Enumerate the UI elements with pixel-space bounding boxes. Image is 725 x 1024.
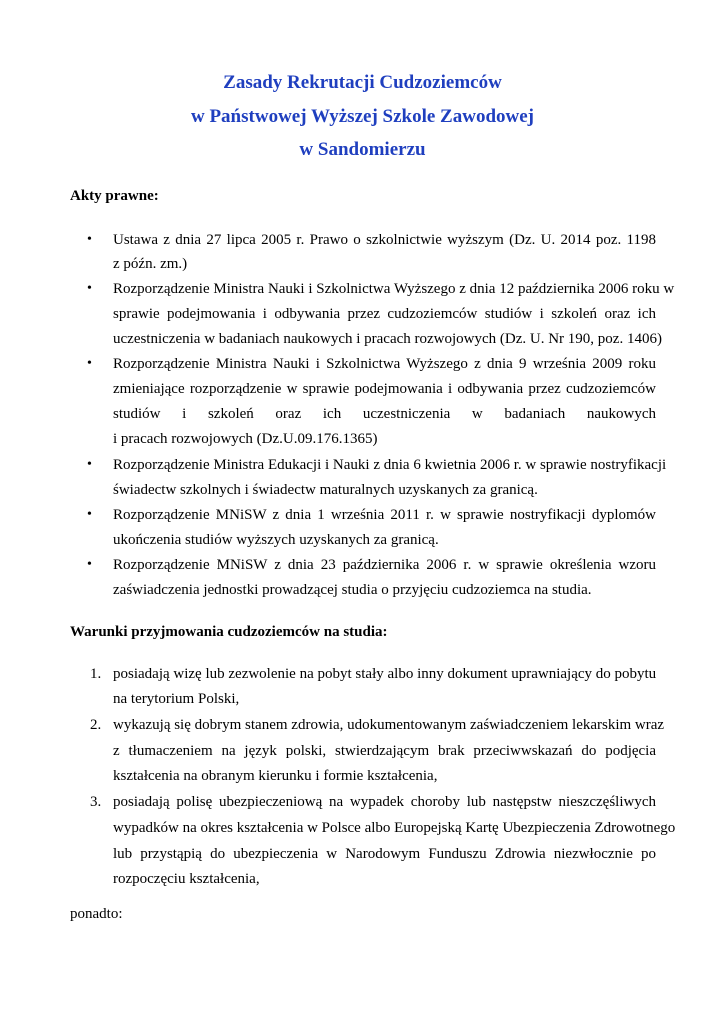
list-item-line: zmieniające rozporządzenie w sprawie podejmowania i odbywania przez cudzoziemców [113,381,656,397]
closing-paragraph: ponadto: [70,906,123,922]
bullet-icon: • [87,232,92,247]
list-item-line: świadectw szkolnych i świadectw maturalnych uzyskanych za granicą. [113,482,538,498]
list-item-line: wykazują się dobrym stanem zdrowia, udokumentowanym zaświadczeniem lekarskim wraz [113,717,665,733]
admission-conditions-heading: Warunki przyjmowania cudzoziemców na studia: [70,624,388,640]
title-line-1: Zasady Rekrutacji Cudzoziemców [223,72,502,93]
list-item-line: ukończenia studiów wyższych uzyskanych za granicą. [113,532,439,548]
list-item-line: rozpoczęciu kształcenia, [113,871,260,887]
list-item-line: posiadają wizę lub zezwolenie na pobyt stały albo inny dokument uprawniający do pobytu [113,666,657,682]
legal-acts-heading: Akty prawne: [70,188,159,204]
list-item-line: sprawie podejmowania i odbywania przez cudzoziemców studiów i szkoleń oraz ich [113,306,656,322]
document-title [0,66,725,167]
bullet-icon: • [87,281,92,296]
list-item-line: Rozporządzenie Ministra Nauki i Szkolnictwa Wyższego z dnia 9 września 2009 roku [113,356,656,372]
list-item-line: Rozporządzenie Ministra Edukacji i Nauki z dnia 6 kwietnia 2006 r. w sprawie nostryfikacji [113,457,667,473]
bullet-icon: • [87,507,92,522]
list-item-line: uczestniczenia w badaniach naukowych i pracach rozwojowych (Dz. U. Nr 190, poz. 1406) [113,331,662,347]
list-number: 3. [90,794,102,810]
title-line-2: w Państwowej Wyższej Szkole Zawodowej [190,105,534,127]
list-item-line: Rozporządzenie Ministra Nauki i Szkolnictwa Wyższego z dnia 12 października 2006 roku w [113,281,675,297]
list-item-line: na terytorium Polski, [113,691,240,707]
list-item-line: Rozporządzenie MNiSW z dnia 23 października 2006 r. w sprawie określenia wzoru [113,557,656,573]
list-item-line: Ustawa z dnia 27 lipca 2005 r. Prawo o szkolnictwie wyższym (Dz. U. 2014 poz. 1198 [113,232,656,248]
list-item-line: Rozporządzenie MNiSW z dnia 1 września 2011 r. w sprawie nostryfikacji dyplomów [113,507,656,523]
list-item-line: zaświadczenia jednostki prowadzącej studia o przyjęciu cudzoziemca na studia. [113,582,592,598]
list-item-line: wypadków na okres kształcenia w Polsce albo Europejską Kartę Ubezpieczenia Zdrowotnego [113,820,676,836]
list-item-line: lub przystąpią do ubezpieczenia w Narodowym Funduszu Zdrowia niezwłocznie po [113,846,656,862]
list-item-line: posiadają polisę ubezpieczeniową na wypadek choroby lub następstw nieszczęśliwych [113,794,656,810]
list-item-line: i pracach rozwojowych (Dz.U.09.176.1365) [113,431,378,447]
list-item-line: studiów i szkoleń oraz ich uczestniczenia w badaniach naukowych [113,406,656,422]
bullet-icon: • [87,457,92,472]
list-item-line: z tłumaczeniem na język polski, stwierdzającym brak przeciwwskazań do podjęcia [113,743,656,759]
list-number: 1. [90,666,102,682]
list-item-line: z późn. zm.) [113,256,188,272]
bullet-icon: • [87,356,92,371]
list-item-line: kształcenia na obranym kierunku i formie kształcenia, [113,768,438,784]
list-number: 2. [90,717,102,733]
bullet-icon: • [87,557,92,572]
title-line-3: w Sandomierzu [299,139,426,160]
